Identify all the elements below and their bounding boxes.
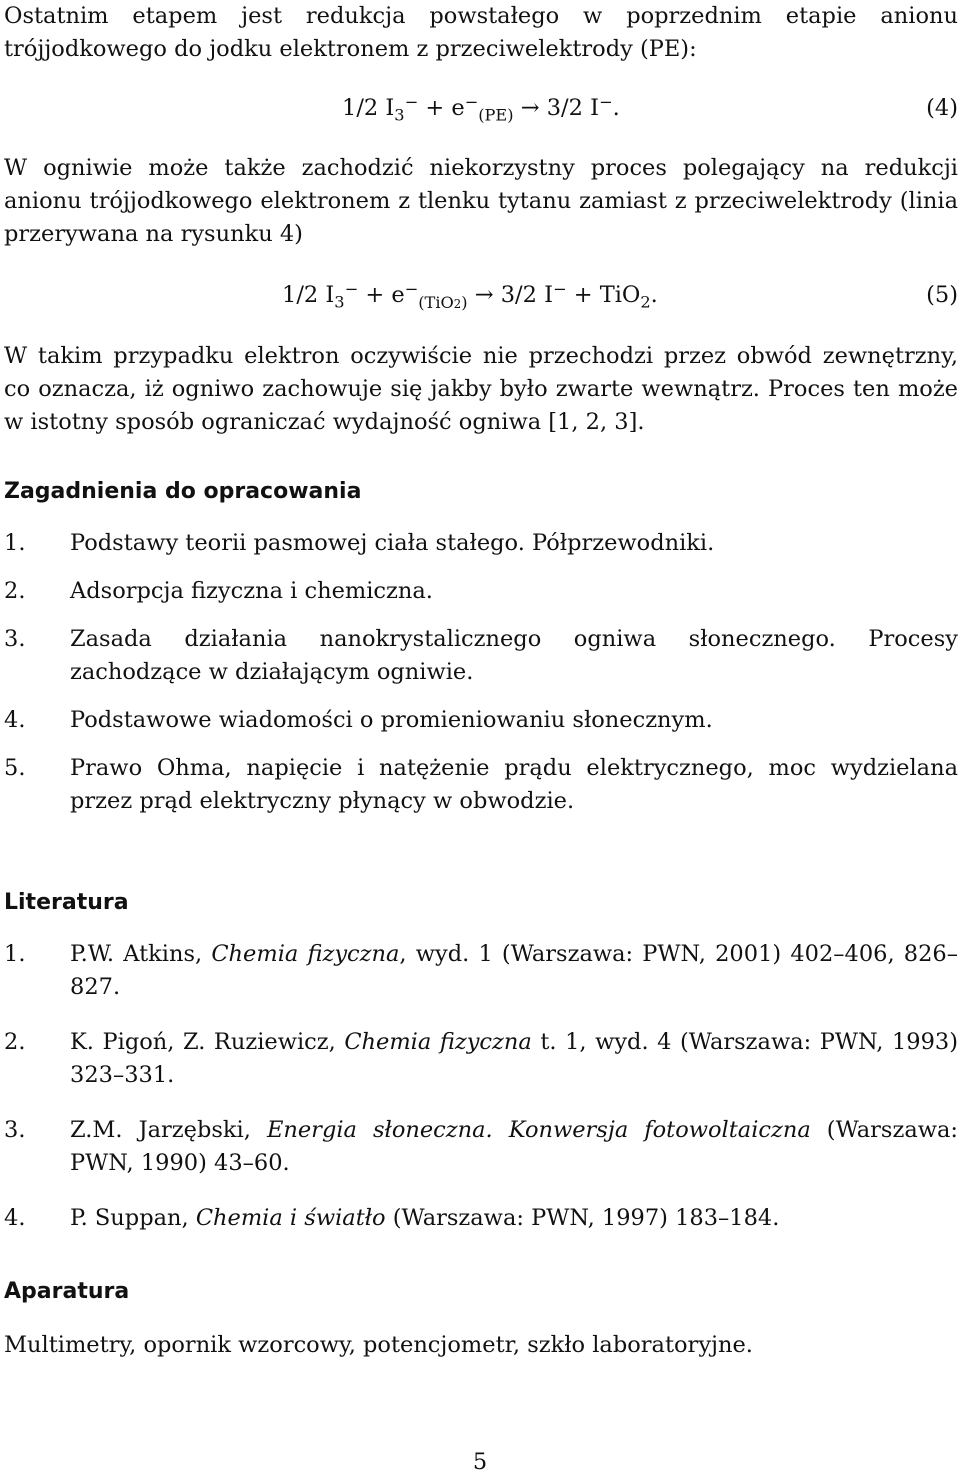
list-item: 4. Podstawowe wiadomości o promieniowaniu słonecznym. bbox=[4, 707, 713, 733]
apparatus-text: Multimetry, opornik wzorcowy, potencjometr, szkło laboratoryjne. bbox=[4, 1332, 753, 1358]
intro-paragraph: Ostatnim etapem jest redukcja powstałego w poprzednim etapie anionu trójjodkowego do jodku elektronem z przeciwelektrody (PE): bbox=[4, 3, 958, 62]
references-list bbox=[4, 938, 958, 1235]
list-item: 5. Prawo Ohma, napięcie i natężenie prądu elektrycznego, moc wydzielana przez prąd elektryczny płynący w obwodzie. bbox=[4, 755, 958, 814]
paragraph-side-reaction: W ogniwie może także zachodzić niekorzystny proces polegający na redukcji anionu trójjodkowego elektronem z tlenku tytanu zamiast z przeciwelektrody (linia przerywana na rysunku 4) bbox=[4, 155, 958, 247]
reference-item: 1. P.W. Atkins, Chemia fizyczna, wyd. 1 (Warszawa: PWN, 2001) 402–406, 826–827. bbox=[4, 941, 958, 1000]
paragraph-short-circuit: W takim przypadku elektron oczywiście nie przechodzi przez obwód zewnętrzny, co oznacza, iż ogniwo zachowuje się jakby było zwarte wewnątrz. Proces ten może w istotny sposób ograniczać wydajność ogniwa [1, 2, 3]. bbox=[4, 343, 958, 435]
page-number: 5 bbox=[472, 1449, 488, 1475]
equation-4-number: (4) bbox=[926, 95, 958, 121]
document-page bbox=[4, 0, 958, 1480]
section-title-apparatus: Aparatura bbox=[4, 1279, 130, 1304]
section-title-topics: Zagadnienia do opracowania bbox=[4, 479, 362, 504]
reference-item: 2. K. Pigoń, Z. Ruziewicz, Chemia fizyczna t. 1, wyd. 4 (Warszawa: PWN, 1993) 323–331. bbox=[4, 1029, 958, 1088]
equation-4 bbox=[4, 92, 958, 126]
equation-5-number: (5) bbox=[926, 282, 958, 308]
equation-4-formula: 1/2 $I_3^- + e^-_{(PE)} \to 3/2$ I−. bbox=[342, 92, 620, 125]
reference-item: 4. P. Suppan, Chemia i światło (Warszawa: PWN, 1997) 183–184. bbox=[4, 1205, 780, 1231]
topics-list bbox=[4, 527, 958, 818]
equation-5 bbox=[4, 279, 958, 313]
list-item: 3. Zasada działania nanokrystalicznego ogniwa słonecznego. Procesy zachodzące w działającym ogniwie. bbox=[4, 626, 958, 685]
reference-item: 3. Z.M. Jarzębski, Energia słoneczna. Konwersja fotowoltaiczna (Warszawa: PWN, 1990) 43–60. bbox=[4, 1117, 958, 1176]
list-item: 2. Adsorpcja fizyczna i chemiczna. bbox=[4, 578, 433, 604]
section-title-literature: Literatura bbox=[4, 890, 129, 915]
list-item: 1. Podstawy teorii pasmowej ciała stałego. Półprzewodniki. bbox=[4, 530, 715, 556]
equation-5-formula: 1/2 $I_3^- + e^-_{(TiO2)} \to 3/2$ I− + TiO$_2$. bbox=[282, 279, 658, 312]
